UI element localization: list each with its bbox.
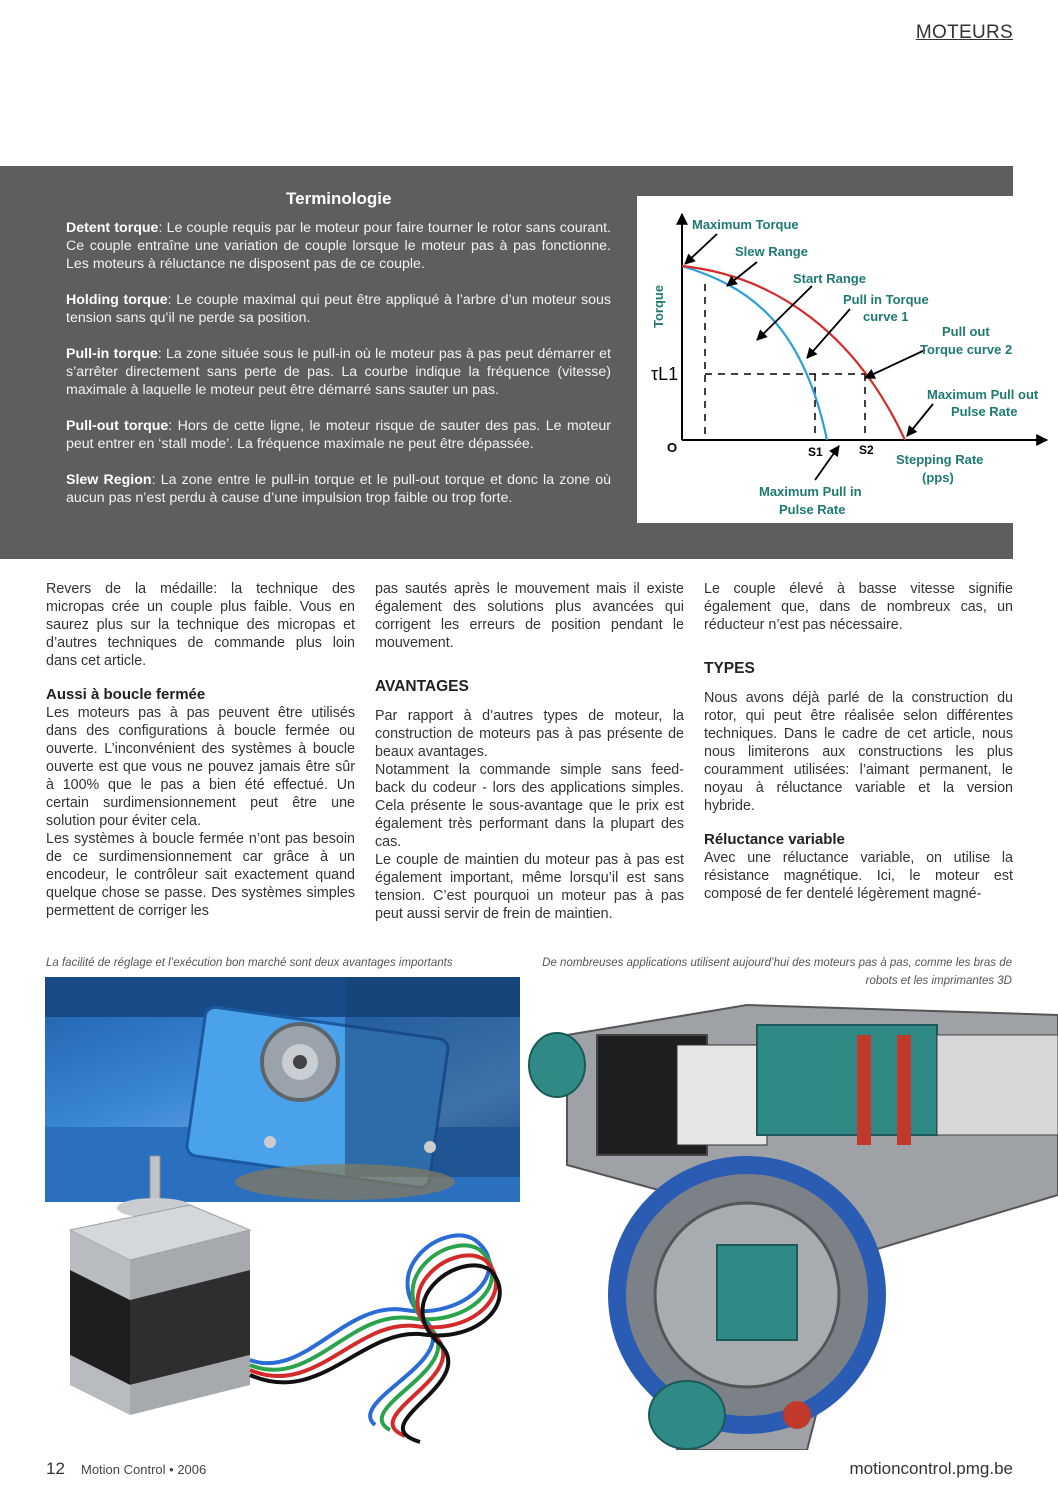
paragraph: Le couple élevé à basse vitesse signifie également que, dans de nombreux cas, un réducteur n’est pas nécessaire. (704, 581, 1013, 633)
term-item (66, 219, 611, 273)
term-definition: : La zone située sous le pull-in où le moteur pas à pas peut démarrer et s’arrêter directement sans perte de pas. La courbe indique la fréquence (vitesse) maximale à laquelle le moteur peut être démarré sans sauter un pas. (66, 346, 611, 398)
term-name: Pull-out torque (66, 418, 169, 434)
label-max-pull-out-2: Pulse Rate (951, 404, 1018, 419)
label-pull-in-1: Pull in Torque (843, 292, 929, 307)
stepper-motor-illustration (45, 1150, 525, 1450)
page-number: 12 (46, 1459, 65, 1478)
cad-illustration (527, 995, 1058, 1450)
term-name: Slew Region (66, 472, 152, 488)
term-name: Holding torque (66, 292, 168, 308)
label-max-pull-in-2: Pulse Rate (779, 502, 846, 517)
terminology-list (66, 219, 611, 525)
label-max-torque: Maximum Torque (692, 217, 799, 232)
pointer-pull-in (807, 309, 850, 358)
term-definition: : Hors de cette ligne, le moteur risque de sauter des pas. Le moteur peut entrer en ‘stall mode’. La fréquence maximale ne peut être dépassée. (66, 418, 611, 452)
term-definition: : La zone entre le pull-in torque et le pull-out torque et donc la zone où aucun pas n’est perdu à cause d’une impulsion trop faible ou trop forte. (66, 472, 611, 506)
torque-curve-diagram (637, 196, 1058, 523)
cad-cutaway-render (527, 995, 1058, 1450)
s1-label: S1 (808, 445, 823, 459)
pointer-max-pull-out (907, 404, 933, 436)
label-start: Start Range (793, 271, 866, 286)
stepper-motor-photo (45, 1150, 525, 1450)
paragraph: Le couple de maintien du moteur pas à pas est également important, même lorsqu’il est sans tension. C’est pourquoi un moteur pas à pas peut aussi servir de frein de maintien. (375, 852, 684, 922)
text-column-1 (46, 580, 355, 920)
paragraph: pas sautés après le mouvement mais il existe également des solutions plus avancées qui corrigent les erreurs de position pendant le mouvement. (375, 581, 684, 651)
paragraph: Les moteurs pas à pas peuvent être utilisés dans des configurations à boucle fermée ou ouverte. L’inconvénient des systèmes à boucle ouverte est que vous ne pouvez jamais être sûr à 100% que le pas a bien été effectué. Un certain surdimensionnement peut être une solution pour éviter cela. (46, 705, 355, 829)
paragraph: Les systèmes à boucle fermée n’ont pas besoin de ce surdimensionnement car grâce à un encodeur, le contrôleur sait exactement quand quelque chose se passe. Des systèmes simples permettent de corriger les (46, 831, 355, 919)
label-stepping-2: (pps) (922, 470, 954, 485)
torque-curve-svg (637, 196, 1058, 523)
caption-left: La facilité de réglage et l’exécution bon marché sont deux avantages importants (46, 957, 453, 969)
label-slew: Slew Range (735, 244, 808, 259)
subheading: Aussi à boucle fermée (46, 686, 206, 703)
origin-label: O (667, 440, 678, 455)
y-axis-label: Torque (651, 284, 666, 328)
label-pull-out-2: Torque curve 2 (920, 342, 1013, 357)
section-heading: TYPES (704, 660, 755, 677)
terminology-title: Terminologie (286, 189, 392, 208)
label-stepping-1: Stepping Rate (896, 452, 984, 467)
label-max-pull-out-1: Maximum Pull out (927, 387, 1039, 402)
pointer-slew (727, 262, 757, 286)
s2-label: S2 (859, 443, 874, 457)
caption-right: De nombreuses applications utilisent aujourd’hui des moteurs pas à pas, comme les bras de robots et les imprimantes 3D (542, 957, 1012, 987)
paragraph: Par rapport à d’autres types de moteur, la construction de moteurs pas à pas présente de beaux avantages. (375, 708, 684, 760)
term-definition: : Le couple requis par le moteur pour faire tourner le rotor sans courant. Ce couple entraîne une variation de couple lorsque le moteur pas à pas fonctionne. Les moteurs à réluctance ne disposent pas de ce couple. (66, 220, 611, 272)
paragraph: Notamment la commande simple sans feed-back du codeur - lors des applications simples. Cela présente le sous-avantage que le prix est également très performant dans la plupart des cas. (375, 762, 684, 850)
term-item (66, 417, 611, 453)
section-label: MOTEURS (915, 22, 1013, 43)
paragraph: Avec une réluctance variable, on utilise la résistance magnétique. Ici, le moteur est composé de fer dentelé légèrement magné- (704, 850, 1013, 902)
section-heading: AVANTAGES (375, 678, 469, 695)
label-pull-in-2: curve 1 (863, 309, 909, 324)
subheading: Réluctance variable (704, 831, 845, 848)
magazine-name: Motion Control • 2006 (81, 1462, 207, 1477)
paragraph: Nous avons déjà parlé de la construction du rotor, qui peut être réalisée selon différentes techniques. Dans le cadre de cet article, nous nous limiterons aux constructions les plus couramment utilisées: l’aimant permanent, le noyau à réluctance variable et la version hybride. (704, 690, 1013, 814)
term-item (66, 471, 611, 507)
pointer-max-torque (685, 234, 717, 264)
website-link[interactable]: motioncontrol.pmg.be (849, 1459, 1013, 1478)
term-item (66, 291, 611, 327)
tl1-label: τL1 (651, 364, 679, 384)
pointer-pull-out (865, 350, 925, 378)
term-definition: : Le couple maximal qui peut être appliqué à l’arbre d’un moteur sous tension sans qu’il ne perde sa position. (66, 292, 611, 326)
term-item (66, 345, 611, 399)
paragraph: Revers de la médaille: la technique des micropas crée un couple plus faible. Vous en saurez plus sur la technique des micropas et d’autres techniques de commande plus loin dans cet article. (46, 581, 355, 669)
term-name: Detent torque (66, 220, 159, 236)
term-name: Pull-in torque (66, 346, 158, 362)
label-max-pull-in-1: Maximum Pull in (759, 484, 862, 499)
label-pull-out-1: Pull out (942, 324, 990, 339)
text-column-3 (704, 580, 1013, 903)
text-column-2 (375, 580, 684, 923)
